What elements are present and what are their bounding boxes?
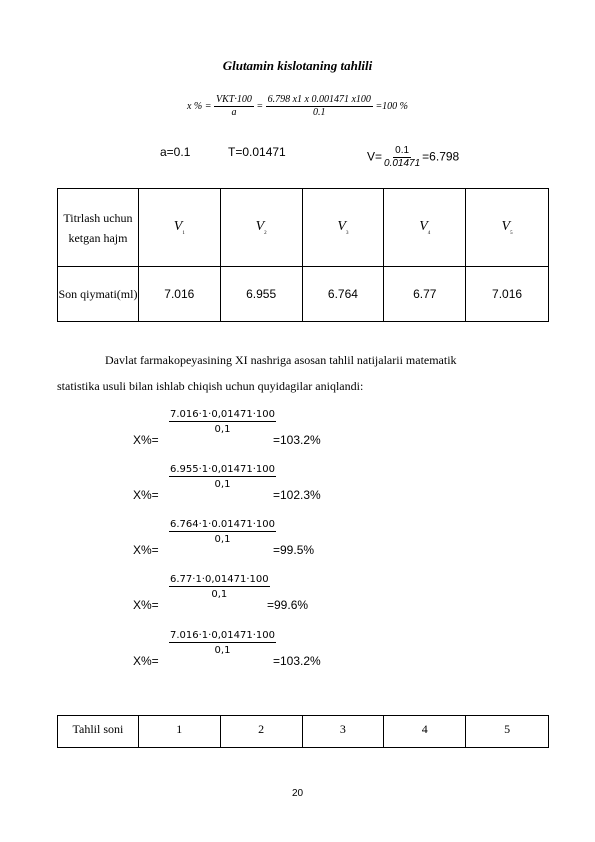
formula-fraction-1-numerator: VKT·100 xyxy=(216,94,252,105)
volume-subscript: 4 xyxy=(427,230,431,236)
param-v-denominator: 0.01471 xyxy=(384,158,421,169)
formula-fraction-1 xyxy=(214,94,254,119)
formula-fraction-1-denominator: a xyxy=(231,107,237,118)
volume-symbol-cell xyxy=(466,189,549,267)
analysis-count-table xyxy=(57,715,549,748)
calc-fraction xyxy=(169,519,276,545)
paragraph-line-2: statistika usuli bilan ishlab chiqish uchun quyidagilar aniqlandi: xyxy=(57,379,364,393)
volume-symbol-cell xyxy=(302,189,384,267)
calc-fraction xyxy=(169,574,270,600)
calc-denominator: 0,1 xyxy=(211,589,228,600)
formula-equals: = xyxy=(256,100,264,112)
param-a: a=0.1 xyxy=(160,145,191,159)
volume-symbol-cell xyxy=(220,189,302,267)
param-v xyxy=(367,145,459,170)
table-row xyxy=(58,267,549,322)
calc-result: =99.5% xyxy=(273,543,315,557)
calc-numerator: 6.764·1·0.01471·100 xyxy=(170,519,275,530)
calc-result: =103.2% xyxy=(273,433,321,447)
calc-fraction xyxy=(169,409,276,435)
calc-label: X%= xyxy=(133,488,159,502)
calc-denominator: 0,1 xyxy=(214,424,231,435)
volume-symbol: V xyxy=(419,219,428,235)
volume-symbol-cell xyxy=(138,189,220,267)
value-cell: 6.764 xyxy=(302,267,384,322)
value-cell: 6.955 xyxy=(220,267,302,322)
calc-label: X%= xyxy=(133,654,159,668)
calc-fraction xyxy=(169,630,276,656)
main-formula xyxy=(0,94,595,119)
calc-numerator: 6.77·1·0,01471·100 xyxy=(170,574,269,585)
volume-subscript: 5 xyxy=(510,230,513,236)
value-cell: 7.016 xyxy=(466,267,549,322)
volume-symbol: V xyxy=(337,219,346,235)
calc-numerator: 7.016·1·0,01471·100 xyxy=(170,409,275,420)
param-v-result: =6.798 xyxy=(422,149,460,164)
calc-numerator: 7.016·1·0,01471·100 xyxy=(170,630,275,641)
formula-lhs: x % = xyxy=(186,100,212,112)
analysis-number-cell: 3 xyxy=(302,716,384,748)
volume-symbol: V xyxy=(501,219,511,235)
formula-fraction-2-numerator: 6.798 x1 x 0.001471 x100 xyxy=(267,94,371,105)
document-title: Glutamin kislotaning tahlili xyxy=(222,58,373,73)
param-v-numerator: 0.1 xyxy=(395,145,410,156)
calc-numerator: 6.955·1·0,01471·100 xyxy=(170,464,275,475)
page-number: 20 xyxy=(291,788,304,799)
calc-denominator: 0,1 xyxy=(214,479,231,490)
param-t: T=0.01471 xyxy=(228,145,286,159)
table-row xyxy=(58,189,549,267)
param-v-prefix: V= xyxy=(367,149,383,164)
calc-denominator: 0,1 xyxy=(214,534,231,545)
analysis-number-cell: 4 xyxy=(384,716,466,748)
row-label-value: Son qiymati(ml) xyxy=(58,267,139,322)
volume-symbol: V xyxy=(255,219,265,235)
calc-result: =102.3% xyxy=(273,488,321,502)
volume-subscript: 3 xyxy=(345,230,349,236)
analysis-number-cell: 1 xyxy=(138,716,220,748)
formula-rhs: =100 % xyxy=(375,100,409,112)
row-label-volume: Titrlash uchun ketgan hajm xyxy=(58,189,139,267)
calc-fraction xyxy=(169,464,276,490)
calc-result: =103.2% xyxy=(273,654,321,668)
row-label-analysis: Tahlil soni xyxy=(58,716,139,748)
table-row xyxy=(58,716,549,748)
volume-subscript: 1 xyxy=(182,230,185,236)
formula-fraction-2-denominator: 0.1 xyxy=(313,107,326,118)
volume-symbol-cell xyxy=(384,189,466,267)
titration-table xyxy=(57,188,549,322)
analysis-number-cell: 2 xyxy=(220,716,302,748)
calc-label: X%= xyxy=(133,433,159,447)
calc-result: =99.6% xyxy=(267,598,309,612)
calc-label: X%= xyxy=(133,543,159,557)
param-v-fraction xyxy=(382,145,422,170)
calc-label: X%= xyxy=(133,598,159,612)
calc-denominator: 0,1 xyxy=(214,645,231,656)
analysis-number-cell: 5 xyxy=(466,716,549,748)
value-cell: 6.77 xyxy=(384,267,466,322)
volume-subscript: 2 xyxy=(264,230,267,236)
value-cell: 7.016 xyxy=(138,267,220,322)
formula-fraction-2 xyxy=(266,94,373,119)
volume-symbol: V xyxy=(173,219,183,235)
paragraph-line-1: Davlat farmakopeyasining XI nashriga asosan tahlil natijalarii matematik xyxy=(105,353,457,367)
